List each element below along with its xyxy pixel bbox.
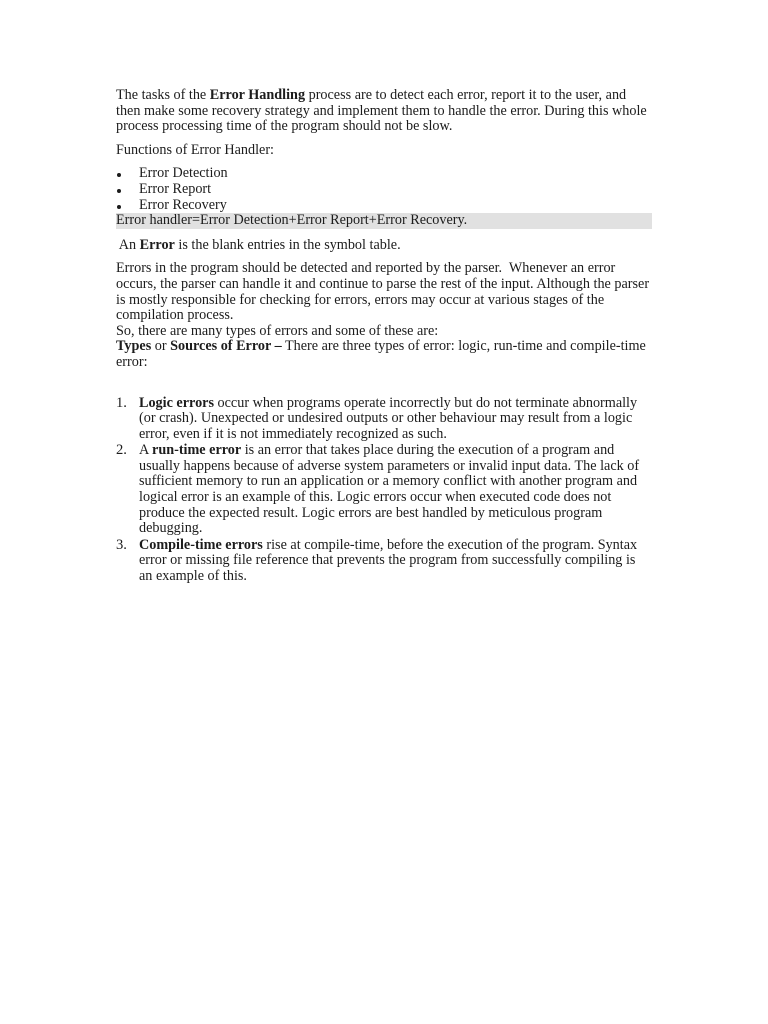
list-item-label: Error Detection (139, 165, 228, 182)
bullet-icon (117, 205, 121, 209)
error-definition (116, 238, 652, 254)
item-pre: A (139, 442, 153, 459)
list-item-label: Error Report (139, 180, 212, 197)
error-types-list (116, 396, 652, 585)
intro-bold-term: Error Handling (209, 87, 306, 103)
list-item (116, 396, 652, 443)
list-number: 3. (116, 536, 127, 553)
item-text: rise at compile-time, before the execution of the program. Syntax error or missing file reference that prevents the program from successfully compiling is an example of this. (139, 536, 638, 585)
list-item-label: Error Recovery (139, 196, 227, 213)
sources-bold: Sources of Error – (170, 338, 282, 355)
definition-bold-term: Error (139, 236, 175, 253)
bullet-icon (117, 173, 121, 177)
list-item (116, 198, 652, 214)
definition-pre: An (116, 236, 140, 253)
intro-text-post: process are to detect each error, report it to the user, and then make some recovery strategy and implement them to handle the error. During this whole process processing time of the program should not be slow. (116, 87, 647, 135)
formula-line: Error handler=Error Detection+Error Report+Error Recovery. (116, 213, 652, 229)
intro-text-pre: The tasks of the (116, 87, 210, 103)
list-number: 2. (116, 442, 127, 459)
types-line (116, 339, 652, 370)
item-bold-term: Logic errors (139, 394, 214, 411)
item-text: is an error that takes place during the execution of a program and usually happens because of adverse system parameters or invalid input data. The lack of sufficient memory to run an application or a memory conflict with another program and logical error is an example of this. Logic errors occur when executed code does not produce the expected result. Logic errors are best handled by meticulous program debugging. (139, 442, 640, 537)
intro-paragraph (116, 88, 652, 135)
list-item (116, 166, 652, 182)
functions-heading: Functions of Error Handler: (116, 141, 274, 158)
definition-post: is the blank entries in the symbol table. (174, 236, 401, 253)
list-number: 1. (116, 394, 127, 411)
types-bold: Types (116, 338, 152, 355)
item-bold-term: Compile-time errors (139, 536, 263, 553)
bullet-icon (117, 189, 121, 193)
document-page (116, 88, 652, 586)
list-item (116, 443, 652, 537)
list-item (116, 538, 652, 585)
types-intro: So, there are many types of errors and some of these are: (116, 322, 439, 339)
types-mid: or (151, 338, 171, 355)
list-item (116, 182, 652, 198)
item-text: occur when programs operate incorrectly but do not terminate abnormally (or crash). Unexpected or undesired outputs or other behaviour may result from a logic error, even if it is not immediately recognized as such. (139, 394, 638, 442)
types-post: There are three types of error: logic, run-time and compile-time error: (116, 338, 646, 370)
item-bold-term: run-time error (152, 442, 242, 459)
functions-list (116, 166, 652, 213)
detection-paragraph: Errors in the program should be detected and reported by the parser. Whenever an error occurs, the parser can handle it and continue to parse the rest of the input. Although the parser is mostly responsible for checking for errors, errors may occur at various stages of the compilation process. (116, 260, 653, 324)
